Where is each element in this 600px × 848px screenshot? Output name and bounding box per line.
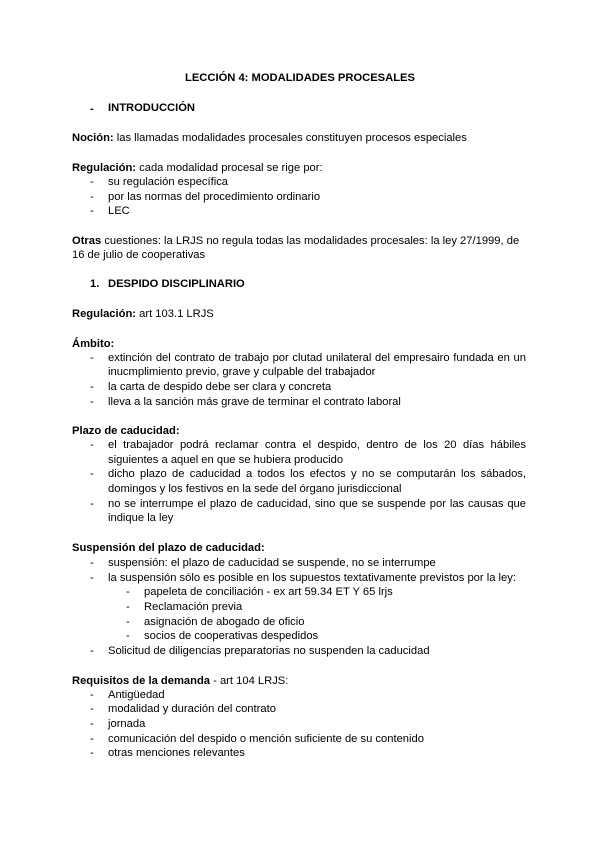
bullet: - [90,557,94,569]
bullet: - [90,103,94,115]
regulacion-paragraph [72,161,323,175]
requisitos-label: Requisitos de la demanda [72,675,211,687]
sub-list-item: socios de cooperativas despedidos [144,630,319,642]
regulacion2-text: art 103.1 LRJS [136,308,214,320]
section-number: 1. [90,278,100,290]
sub-list-item: Reclamación previa [144,601,243,613]
list-item-continuation: domingos y los festivos en la sede del órgano jurisdiccional [108,483,402,495]
list-item: extinción del contrato de trabajo por clutad unilateral del empresairo fundada en un [108,352,526,364]
sub-bullet: - [126,601,130,613]
regulacion2-paragraph [72,307,214,321]
list-item-continuation: siguientes a aquel en que se hubiera producido [108,454,344,466]
list-item: la suspensión sólo es posible en los supuestos textativamente previstos por la ley: [108,572,516,584]
list-item: jornada [108,718,146,730]
otras-label: Otras [72,235,102,247]
requisitos-text: - art 104 LRJS: [210,675,289,687]
list-item: comunicación del despido o mención suficiente de su contenido [108,733,424,745]
bullet: - [90,176,94,188]
list-item-continuation: indique la ley [108,512,174,524]
sub-list-item: asignación de abogado de oficio [144,616,305,628]
bullet: - [90,396,94,408]
otras-line2: 16 de julio de cooperativas [72,249,206,261]
bullet: - [90,747,94,759]
nocion-text: las llamadas modalidades procesales constituyen procesos especiales [113,132,467,144]
bullet: - [90,205,94,217]
suspension-label: Suspensión del plazo de caducidad: [72,542,265,554]
page-title: LECCIÓN 4: MODALIDADES PROCESALES [185,72,415,84]
bullet: - [90,352,94,364]
bullet: - [90,191,94,203]
section-heading-despido: DESPIDO DISCIPLINARIO [108,278,245,290]
bullet: - [90,689,94,701]
bullet: - [90,468,94,480]
list-item: la carta de despido debe ser clara y concreta [108,381,332,393]
list-item: por las normas del procedimiento ordinario [108,191,321,203]
otras-line1: cuestiones: la LRJS no regula todas las modalidades procesales: la ley 27/1999, de [101,235,520,247]
section-heading-intro: INTRODUCCIÓN [108,102,196,114]
list-item: suspensión: el plazo de caducidad se suspende, no se interrumpe [108,557,436,569]
sub-bullet: - [126,630,130,642]
regulacion-text: cada modalidad procesal se rige por: [136,162,323,174]
list-item: su regulación específica [108,176,229,188]
bullet: - [90,733,94,745]
sub-list-item: papeleta de conciliación - ex art 59.34 ET Y 65 lrjs [144,586,393,598]
ambito-label: Ámbito: [72,338,115,350]
bullet: - [90,645,94,657]
list-item: dicho plazo de caducidad a todos los efectos y no se computarán los sábados, [108,468,526,480]
list-item: no se interrumpe el plazo de caducidad, sino que se suspende por las causas que [108,498,526,510]
bullet: - [90,718,94,730]
requisitos-paragraph [72,674,288,688]
list-item: otras menciones relevantes [108,747,245,759]
regulacion2-label: Regulación: [72,308,137,320]
sub-bullet: - [126,616,130,628]
bullet: - [90,703,94,715]
bullet: - [90,439,94,451]
bullet: - [90,498,94,510]
otras-paragraph [72,234,519,248]
list-item: Solicitud de diligencias preparatorias no suspenden la caducidad [108,645,430,657]
nocion-paragraph [72,131,467,145]
nocion-label: Noción: [72,132,114,144]
list-item: lleva a la sanción más grave de terminar el contrato laboral [108,396,401,408]
regulacion-label: Regulación: [72,162,137,174]
list-item-continuation: inucmplimiento previo, grave y culpable del trabajador [108,366,376,378]
sub-bullet: - [126,586,130,598]
plazo-label: Plazo de caducidad: [72,425,180,437]
list-item: LEC [108,205,130,217]
list-item: el trabajador podrá reclamar contra el despido, dentro de los 20 días hábiles [108,439,526,451]
list-item: Antigüedad [108,689,165,701]
bullet: - [90,572,94,584]
list-item: modalidad y duración del contrato [108,703,276,715]
bullet: - [90,381,94,393]
